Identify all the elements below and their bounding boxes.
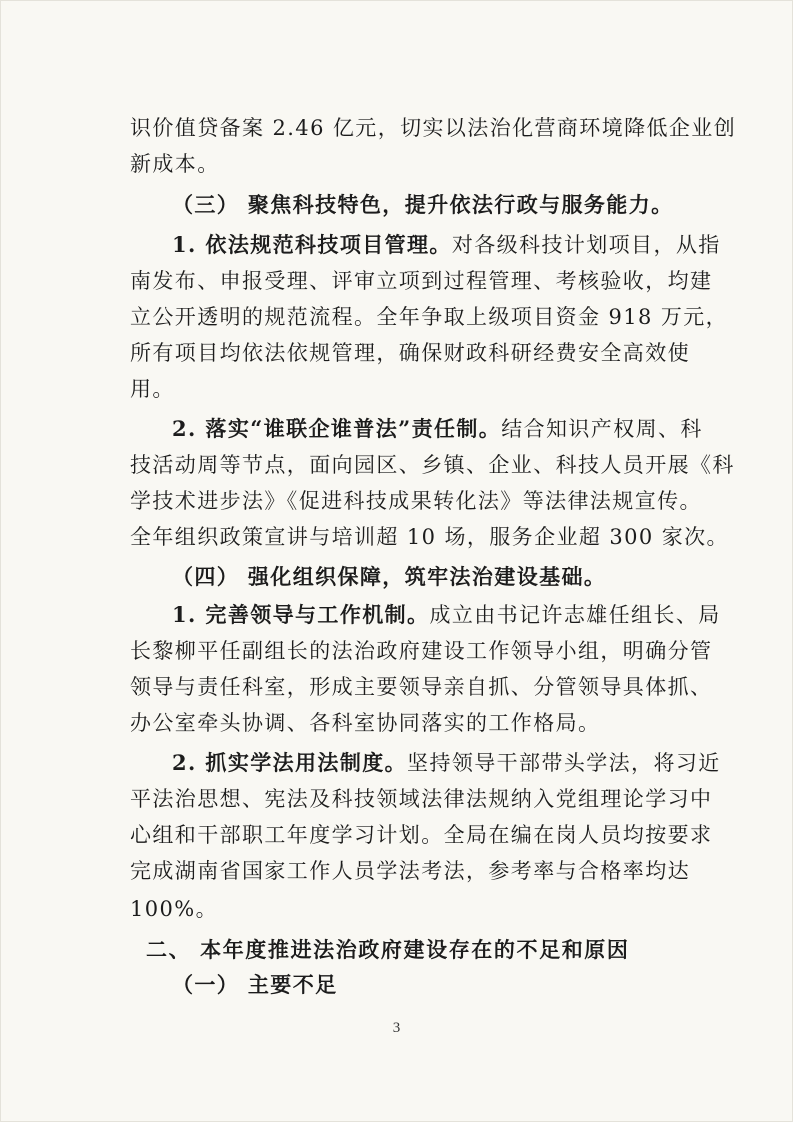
paragraph-line: 识价值贷备案 2.46 亿元，切实以法治化营商环境降低企业创 (130, 116, 737, 140)
paragraph-line: 所有项目均依法依规管理，确保财政科研经费安全高效使 (130, 341, 690, 365)
paragraph-line: 新成本。 (130, 152, 220, 176)
paragraph-line: 领导与责任科室，形成主要领导亲自抓、分管领导具体抓、 (130, 675, 713, 699)
paragraph-line: 立公开透明的规范流程。全年争取上级项目资金 918 万元， (130, 305, 729, 329)
paragraph-line: 全年组织政策宣讲与培训超 10 场，服务企业超 300 家次。 (130, 525, 729, 549)
item-title: 1. 完善领导与工作机制。 (172, 602, 430, 627)
paragraph-line: 100%。 (130, 897, 219, 921)
paragraph-line: 心组和干部职工年度学习计划。全局在编在岗人员均按要求 (130, 823, 713, 847)
subsection-heading-3: （三） 聚焦科技特色，提升依法行政与服务能力。 (172, 192, 674, 217)
paragraph-line: 南发布、申报受理、评审立项到过程管理、考核验收，均建 (130, 269, 713, 293)
paragraph-line: 2. 落实“谁联企谁普法”责任制。结合知识产权周、科 (172, 416, 703, 441)
paragraph-line: 长黎柳平任副组长的法治政府建设工作领导小组，明确分管 (130, 639, 713, 663)
paragraph-line: 1. 依法规范科技项目管理。对各级科技计划项目，从指 (172, 232, 721, 257)
item-title: 2. 落实“谁联企谁普法”责任制。 (172, 416, 502, 441)
item-title: 1. 依法规范科技项目管理。 (172, 232, 452, 257)
subsection-heading-1: （一） 主要不足 (172, 972, 338, 997)
paragraph-line: 办公室牵头协调、各科室协同落实的工作格局。 (130, 711, 601, 735)
paragraph-line: 技活动周等节点，面向园区、乡镇、企业、科技人员开展《科 (130, 453, 735, 477)
item-title: 2. 抓实学法用法制度。 (172, 750, 408, 775)
paragraph-line: 用。 (130, 377, 175, 401)
paragraph-line: 完成湖南省国家工作人员学法考法，参考率与合格率均达 (130, 859, 690, 883)
paragraph-line: 1. 完善领导与工作机制。成立由书记许志雄任组长、局 (172, 602, 721, 627)
paragraph-line: 学技术进步法》《促进科技成果转化法》等法律法规宣传。 (130, 489, 702, 513)
subsection-heading-4: （四） 强化组织保障，筑牢法治建设基础。 (172, 564, 607, 589)
section-heading-2: 二、 本年度推进法治政府建设存在的不足和原因 (146, 938, 630, 962)
paragraph-line: 平法治思想、宪法及科技领域法律法规纳入党组理论学习中 (130, 787, 713, 811)
paragraph-line: 2. 抓实学法用法制度。坚持领导干部带头学法，将习近 (172, 750, 721, 775)
page-number: 3 (392, 1020, 401, 1036)
